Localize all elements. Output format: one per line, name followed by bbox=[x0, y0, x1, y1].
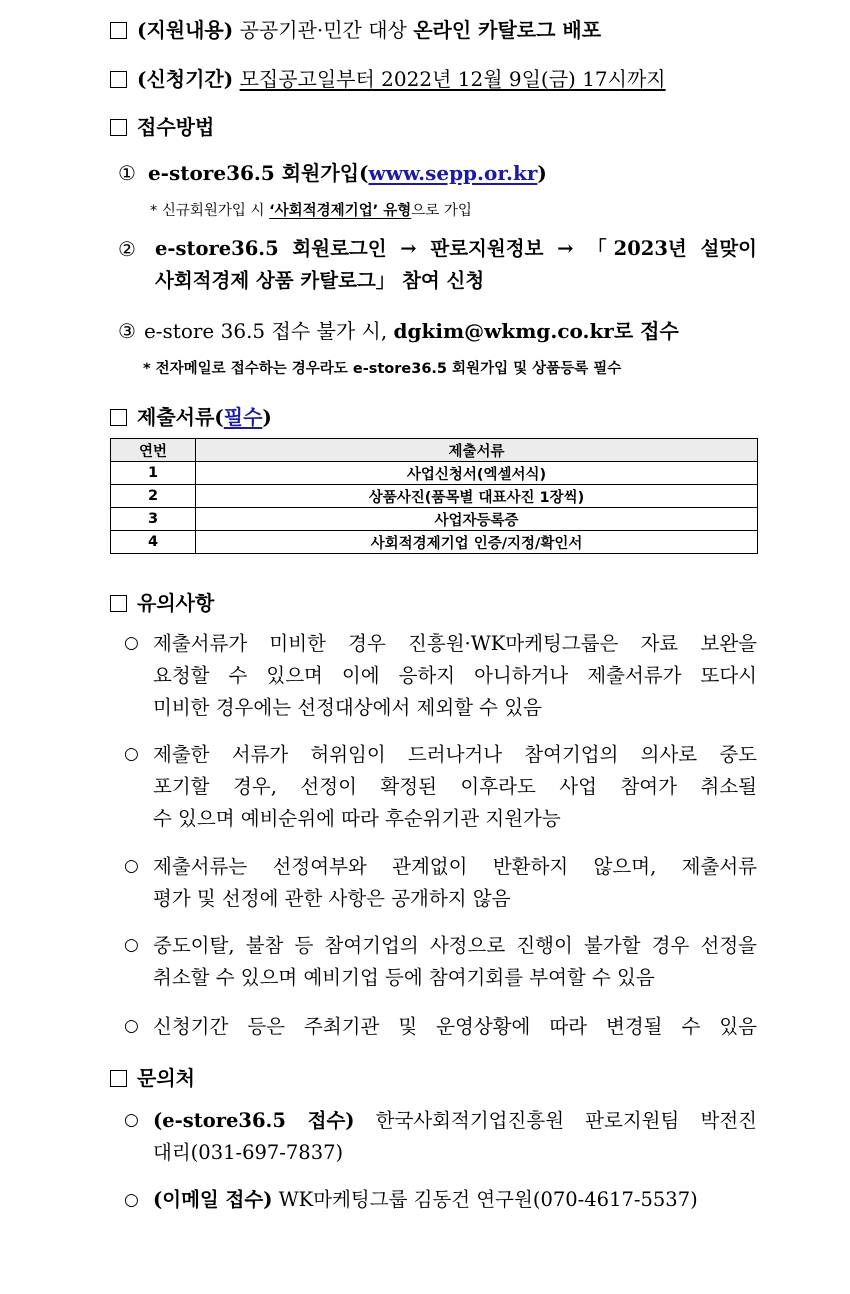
column-header: 제출서류 bbox=[196, 439, 758, 462]
column-header: 연번 bbox=[111, 439, 196, 462]
method-text-close: ) bbox=[537, 161, 547, 185]
section-contact bbox=[110, 1062, 195, 1091]
section-title-post: ) bbox=[262, 405, 272, 429]
section-title: 유의사항 bbox=[137, 591, 215, 615]
method-text: e-store36.5 회원가입( bbox=[147, 161, 369, 185]
table-row bbox=[111, 531, 758, 554]
circled-number: ② bbox=[118, 237, 136, 261]
method-item-3-note: * 전자메일로 접수하는 경우라도 e-store36.5 회원가입 및 상품등록 필수 bbox=[143, 361, 622, 377]
contact-item bbox=[153, 1184, 698, 1212]
precaution-line: 신청기간 등은 주최기관 및 운영상황에 따라 변경될 수 있음 bbox=[153, 1015, 757, 1038]
table-header-row bbox=[111, 439, 758, 462]
contact-line bbox=[153, 1105, 757, 1137]
precaution-line: 취소할 수 있으며 예비기업 등에 참여기회를 부여할 수 있음 bbox=[153, 966, 655, 989]
table-cell: 4 bbox=[111, 531, 196, 554]
bullet-circle-icon: ○ bbox=[124, 1190, 139, 1210]
section-application-method bbox=[110, 111, 214, 140]
bullet-circle-icon: ○ bbox=[124, 856, 139, 876]
method-line: e-store36.5 회원로그인 → 판로지원정보 → 「2023년 설맞이 bbox=[155, 237, 757, 260]
method-email: dgkim@wkmg.co.kr로 접수 bbox=[393, 319, 679, 343]
table-row bbox=[111, 462, 758, 485]
section-precautions bbox=[110, 587, 214, 616]
contact-channel: (e-store36.5 접수) bbox=[153, 1109, 355, 1132]
table-cell: 3 bbox=[111, 508, 196, 531]
checkbox-square-icon bbox=[110, 595, 127, 612]
contact-detail: 한국사회적기업진흥원 판로지원팀 박전진 bbox=[375, 1109, 757, 1132]
circled-number: ① bbox=[118, 161, 136, 185]
checkbox-square-icon bbox=[110, 71, 127, 88]
precaution-line: 포기할 경우, 선정이 확정된 이후라도 사업 참여가 취소될 bbox=[153, 775, 757, 798]
note-post: 으로 가입 bbox=[411, 203, 472, 219]
table-cell: 사업신청서(엑셀서식) bbox=[196, 462, 758, 485]
precaution-item bbox=[153, 930, 757, 994]
section-text-bold: 온라인 카탈로그 배포 bbox=[413, 18, 602, 42]
precaution-item bbox=[153, 739, 757, 835]
table-cell: 사회적경제기업 인증/지정/확인서 bbox=[196, 531, 758, 554]
table-cell: 1 bbox=[111, 462, 196, 485]
precaution-item bbox=[153, 628, 757, 724]
table-cell: 사업자등록증 bbox=[196, 508, 758, 531]
section-support-content bbox=[110, 14, 601, 43]
bullet-circle-icon: ○ bbox=[124, 1110, 139, 1130]
checkbox-square-icon bbox=[110, 409, 127, 426]
precaution-line: 미비한 경우에는 선정대상에서 제외할 수 있음 bbox=[153, 696, 542, 719]
contact-item bbox=[153, 1105, 757, 1169]
method-item-1 bbox=[118, 157, 547, 186]
precaution-line: 제출서류가 미비한 경우 진흥원·WK마케팅그룹은 자료 보완을 bbox=[153, 632, 757, 655]
precaution-line: 평가 및 선정에 관한 사항은 공개하지 않음 bbox=[153, 887, 511, 910]
table-row bbox=[111, 508, 758, 531]
method-text: e-store 36.5 접수 불가 시, bbox=[143, 319, 394, 343]
documents-table bbox=[110, 438, 758, 554]
precaution-line: 제출서류는 선정여부와 관계없이 반환하지 않으며, 제출서류 bbox=[153, 855, 757, 878]
circled-number: ③ bbox=[118, 319, 136, 343]
section-text: 공공기관·민간 대상 bbox=[239, 18, 407, 42]
contact-line: 대리(031-697-7837) bbox=[153, 1141, 344, 1164]
bullet-circle-icon: ○ bbox=[124, 1016, 139, 1036]
note-emphasis: ‘사회적경제기업’ 유형 bbox=[269, 203, 412, 219]
section-title: 문의처 bbox=[137, 1066, 195, 1090]
section-title: 접수방법 bbox=[137, 115, 215, 139]
note-pre: * 신규회원가입 시 bbox=[150, 203, 270, 219]
precaution-line: 제출한 서류가 허위임이 드러나거나 참여기업의 의사로 중도 bbox=[153, 743, 757, 766]
section-application-period bbox=[110, 63, 666, 92]
table-row bbox=[111, 485, 758, 508]
precaution-item bbox=[153, 851, 757, 915]
precaution-line: 수 있으며 예비순위에 따라 후순위기관 지원가능 bbox=[153, 807, 561, 830]
checkbox-square-icon bbox=[110, 22, 127, 39]
method-item-2 bbox=[118, 237, 148, 261]
method-line: 사회적경제 상품 카탈로그」 참여 신청 bbox=[155, 269, 485, 292]
section-required-documents bbox=[110, 401, 272, 430]
table-cell: 상품사진(품목별 대표사진 1장씩) bbox=[196, 485, 758, 508]
bullet-circle-icon: ○ bbox=[124, 935, 139, 955]
section-title-emph: 필수 bbox=[223, 405, 263, 429]
bullet-circle-icon: ○ bbox=[124, 633, 139, 653]
contact-detail: WK마케팅그룹 김동건 연구원(070-4617-5537) bbox=[278, 1188, 698, 1211]
precaution-item bbox=[153, 1011, 757, 1043]
precaution-line: 중도이탈, 불참 등 참여기업의 사정으로 진행이 불가할 경우 선정을 bbox=[153, 934, 757, 957]
website-link[interactable]: www.sepp.or.kr bbox=[368, 161, 538, 185]
checkbox-square-icon bbox=[110, 1070, 127, 1087]
method-item-2-text bbox=[155, 233, 757, 297]
precaution-line: 요청할 수 있으며 이에 응하지 아니하거나 제출서류가 또다시 bbox=[153, 664, 757, 687]
section-label: (지원내용) bbox=[137, 18, 234, 42]
bullet-circle-icon: ○ bbox=[124, 744, 139, 764]
table-cell: 2 bbox=[111, 485, 196, 508]
section-title-pre: 제출서류( bbox=[137, 405, 224, 429]
method-item-1-note bbox=[150, 199, 472, 220]
section-text: 모집공고일부터 2022년 12월 9일(금) 17시까지 bbox=[239, 67, 666, 91]
section-label: (신청기간) bbox=[137, 67, 234, 91]
checkbox-square-icon bbox=[110, 119, 127, 136]
contact-channel: (이메일 접수) bbox=[153, 1188, 273, 1211]
method-item-3 bbox=[118, 315, 679, 344]
